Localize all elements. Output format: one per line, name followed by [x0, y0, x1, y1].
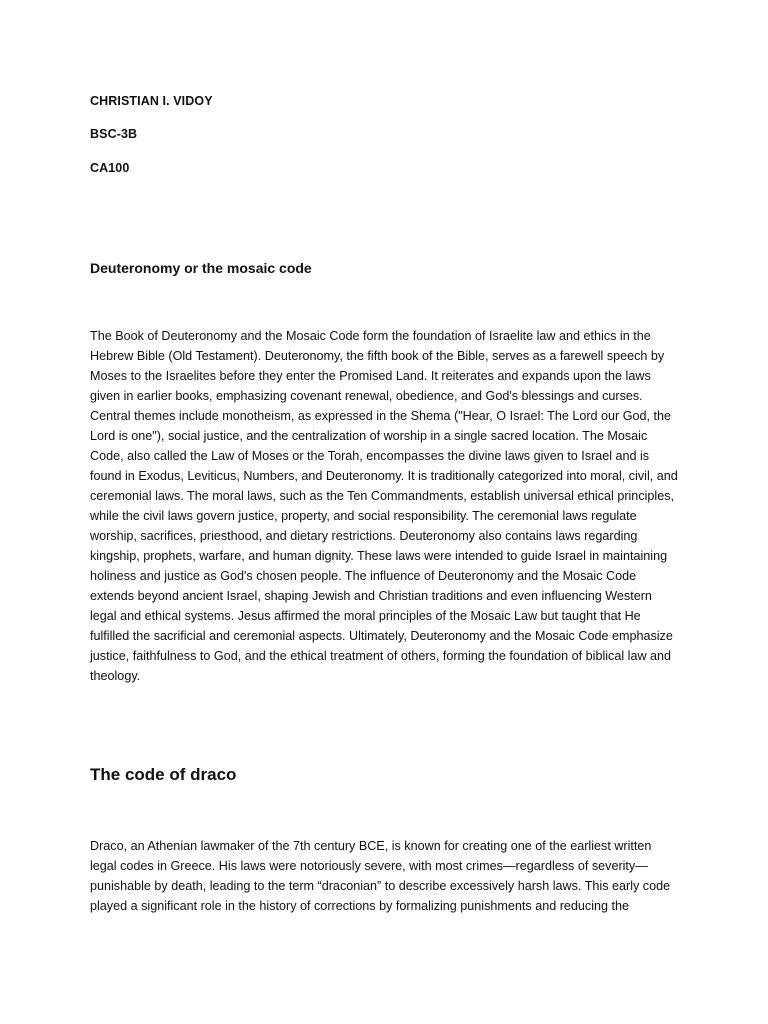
paragraph-draco: Draco, an Athenian lawmaker of the 7th century BCE, is known for creating one of the earliest written legal codes in Greece. His laws were notoriously severe, with most crimes—regardless of severity—punishable by death, leading to the term “draconian” to describe excessively harsh laws. This early code played a significant role in the history of corrections by formalizing punishments and reducing the	[90, 839, 671, 913]
class-section: BSC-3B	[90, 127, 138, 141]
heading-draco: The code of draco	[90, 765, 237, 784]
author-name: CHRISTIAN I. VIDOY	[90, 94, 213, 108]
heading-deuteronomy: Deuteronomy or the mosaic code	[90, 260, 312, 276]
course-code: CA100	[90, 161, 130, 175]
paragraph-deuteronomy: The Book of Deuteronomy and the Mosaic Code form the foundation of Israelite law and ethics in the Hebrew Bible (Old Testament). Deuteronomy, the fifth book of the Bible, serves as a farewell speech by Moses to the Israelites before they enter the Promised Land. It reiterates and expands upon the laws given in earlier books, emphasizing covenant renewal, obedience, and God's blessings and curses. Central themes include monotheism, as expressed in the Shema ("Hear, O Israel: The Lord our God, the Lord is one"), social justice, and the centralization of worship in a single sacred location. The Mosaic Code, also called the Law of Moses or the Torah, encompasses the divine laws given to Israel and is found in Exodus, Leviticus, Numbers, and Deuteronomy. It is traditionally categorized into moral, civil, and ceremonial laws. The moral laws, such as the Ten Commandments, establish universal ethical principles, while the civil laws govern justice, property, and social responsibility. The ceremonial laws regulate worship, sacrifices, priesthood, and dietary restrictions. Deuteronomy also contains laws regarding kingship, prophets, warfare, and human dignity. These laws were intended to guide Israel in maintaining holiness and justice as God's chosen people. The influence of Deuteronomy and the Mosaic Code extends beyond ancient Israel, shaping Jewish and Christian traditions and even influencing Western legal and ethical systems. Jesus affirmed the moral principles of the Mosaic Law but taught that He fulfilled the sacrificial and ceremonial aspects. Ultimately, Deuteronomy and the Mosaic Code emphasize justice, faithfulness to God, and the ethical treatment of others, forming the foundation of biblical law and theology.	[90, 329, 678, 683]
